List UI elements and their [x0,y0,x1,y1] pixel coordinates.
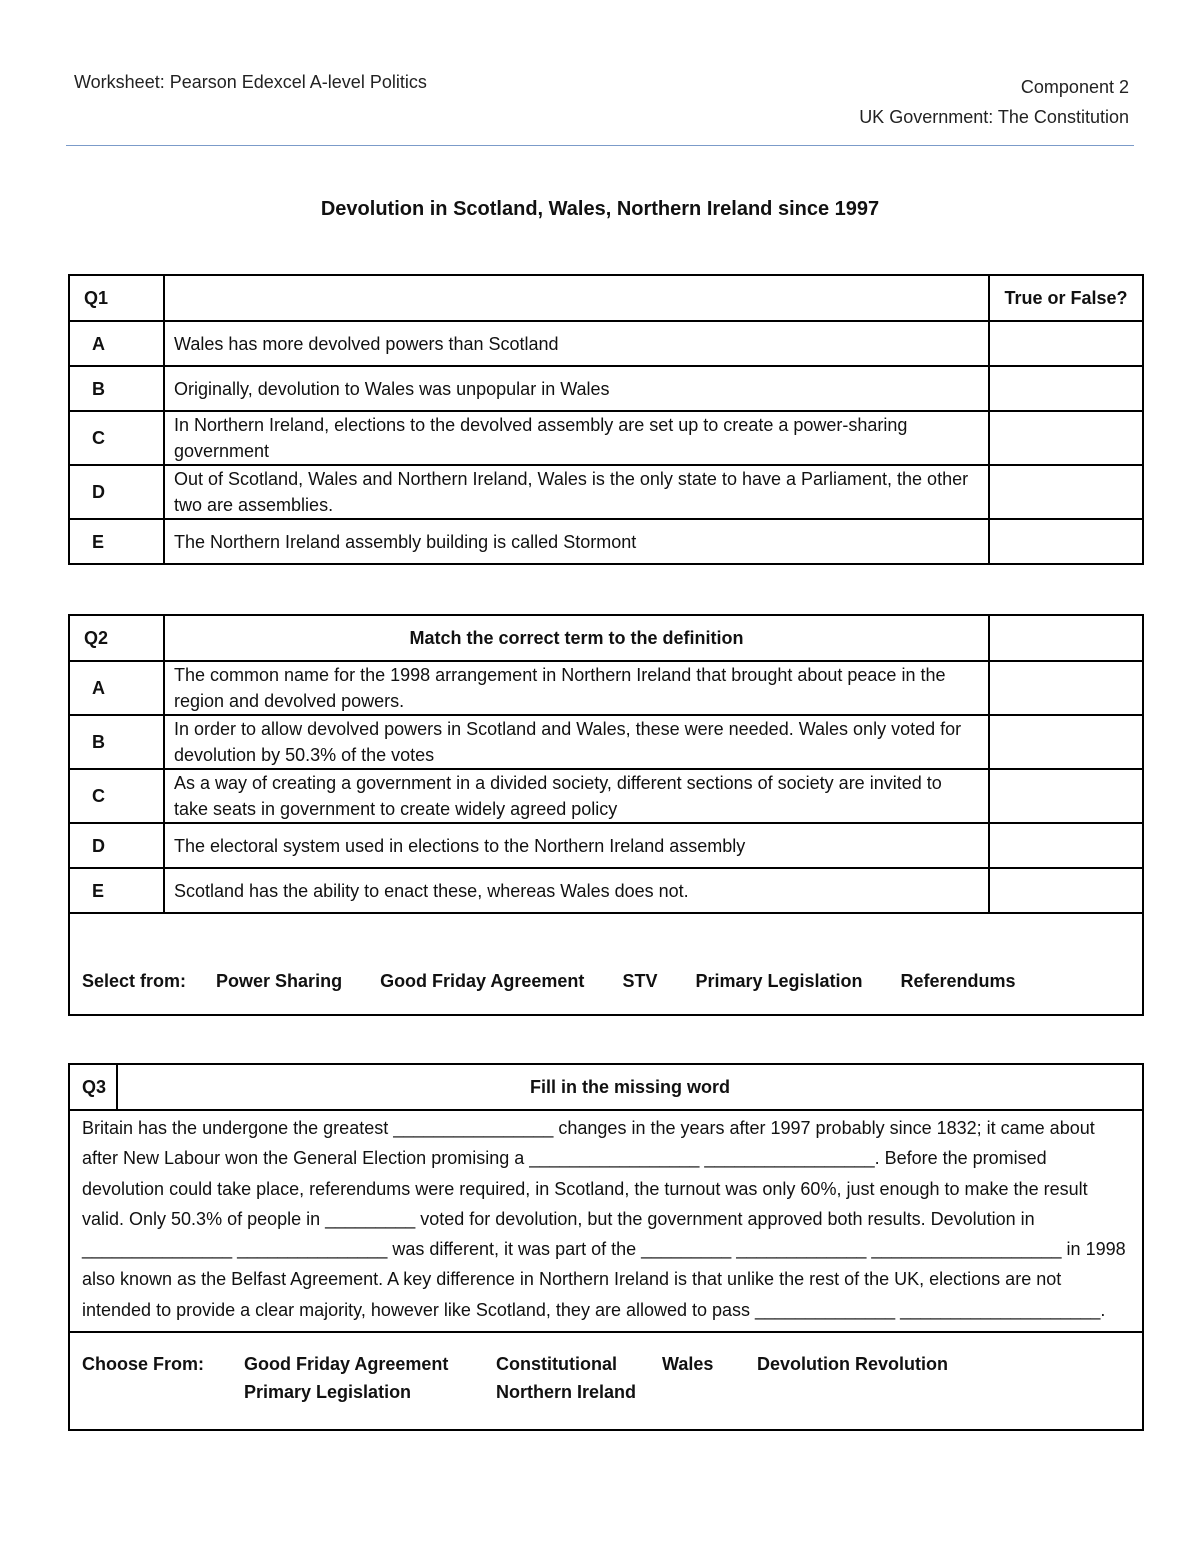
header-worksheet-title: Worksheet: Pearson Edexcel A-level Politics [74,72,427,92]
header-divider [66,145,1134,146]
statement-text: Wales has more devolved powers than Scotland [164,321,989,366]
q2-instruction: Match the correct term to the definition [164,615,989,661]
q3-passage-cell [69,1110,1143,1332]
table-row [69,868,1143,913]
q2-options-row [69,913,1143,1015]
statement-text: The Northern Ireland assembly building is called Stormont [164,519,989,564]
table-row [69,321,1143,366]
row-key: B [69,715,164,769]
q1-table [68,274,1144,565]
q3-header-row [69,1064,1143,1110]
answer-cell[interactable] [989,411,1143,465]
answer-cell[interactable] [989,661,1143,715]
answer-cell[interactable] [989,715,1143,769]
option-stv: STV [622,971,658,991]
q1-header-blank [164,275,989,321]
table-row [69,519,1143,564]
q1-header-row [69,275,1143,321]
statement-text: Originally, devolution to Wales was unpopular in Wales [164,366,989,411]
definition-text: The electoral system used in elections to the Northern Ireland assembly [164,823,989,868]
row-key: C [69,769,164,823]
row-key: B [69,366,164,411]
table-row [69,715,1143,769]
q2-header-row [69,615,1143,661]
row-key: E [69,868,164,913]
option-primary-legislation: Primary Legislation [695,971,863,991]
option-northern-ireland: Northern Ireland [496,1382,637,1403]
option-devolution-revolution: Devolution Revolution [757,1354,948,1375]
choose-from-label: Choose From: [82,1354,205,1375]
cloze-passage[interactable]: Britain has the undergone the greatest ________________ changes in the years after 1997 probably since 1832; it came about after New Labour won the General Election promising a _________________ _________________. Before the promised devolution could take place, referendums were required, in Scotland, the turnout was only 60%, just enough to make the result valid. Only 50.3% of people in _________ voted for devolution, but the government approved both results. Devolution in _______________ _______________ was different, it was part of the _________ _____________ ___________________ in 1998 also known as the Belfast Agreement. A key difference in Northern Ireland is that unlike the rest of the UK, elections are not intended to provide a clear majority, however like Scotland, they are allowed to pass ______________ ____________________. [82,1118,1126,1320]
answer-cell[interactable] [989,321,1143,366]
option-wales: Wales [662,1354,714,1375]
table-row [69,411,1143,465]
select-from-label: Select from: [82,971,187,991]
q2-table [68,614,1144,1016]
answer-cell[interactable] [989,465,1143,519]
statement-text: Out of Scotland, Wales and Northern Ireland, Wales is the only state to have a Parliament, the other two are assemblies. [164,465,989,519]
answer-cell[interactable] [989,366,1143,411]
answer-cell[interactable] [989,868,1143,913]
q1-label: Q1 [69,275,164,321]
q2-options-cell [69,913,1143,1015]
header-component-line: Component 2 [1020,77,1129,97]
header-component [859,72,1129,132]
definition-text: The common name for the 1998 arrangement in Northern Ireland that brought about peace in the region and devolved powers. [164,661,989,715]
option-constitutional: Constitutional [496,1354,617,1375]
table-row [69,769,1143,823]
option-primary-legislation: Primary Legislation [244,1382,412,1403]
option-good-friday-agreement: Good Friday Agreement [380,971,585,991]
table-row [69,823,1143,868]
option-good-friday-agreement: Good Friday Agreement [244,1354,449,1375]
row-key: A [69,321,164,366]
q3-options-row [69,1332,1143,1430]
answer-cell[interactable] [989,519,1143,564]
table-row [69,366,1143,411]
q3-passage-row [69,1110,1143,1332]
page-title: Devolution in Scotland, Wales, Northern Ireland since 1997 [320,198,880,220]
options-spacer [82,1379,244,1405]
definition-text: As a way of creating a government in a divided society, different sections of society are invited to take seats in government to create widely agreed policy [164,769,989,823]
q3-label: Q3 [69,1064,117,1110]
row-key: A [69,661,164,715]
q3-word-bank [82,1333,1142,1429]
q3-instruction: Fill in the missing word [117,1064,1143,1110]
definition-text: In order to allow devolved powers in Scotland and Wales, these were needed. Wales only voted for devolution by 50.3% of the votes [164,715,989,769]
option-referendums: Referendums [900,971,1016,991]
table-row [69,661,1143,715]
q2-word-bank [82,914,1142,1014]
row-key: C [69,411,164,465]
header-topic-line: UK Government: The Constitution [859,107,1129,127]
definition-text: Scotland has the ability to enact these, whereas Wales does not. [164,868,989,913]
answer-cell[interactable] [989,769,1143,823]
row-key: D [69,465,164,519]
option-power-sharing: Power Sharing [216,971,343,991]
q3-options-cell [69,1332,1143,1430]
statement-text: In Northern Ireland, elections to the devolved assembly are set up to create a power-sharing government [164,411,989,465]
row-key: E [69,519,164,564]
q3-table [68,1063,1144,1431]
q2-label: Q2 [69,615,164,661]
table-row [69,465,1143,519]
answer-cell[interactable] [989,823,1143,868]
row-key: D [69,823,164,868]
q1-column-header: True or False? [989,275,1143,321]
q2-header-blank [989,615,1143,661]
